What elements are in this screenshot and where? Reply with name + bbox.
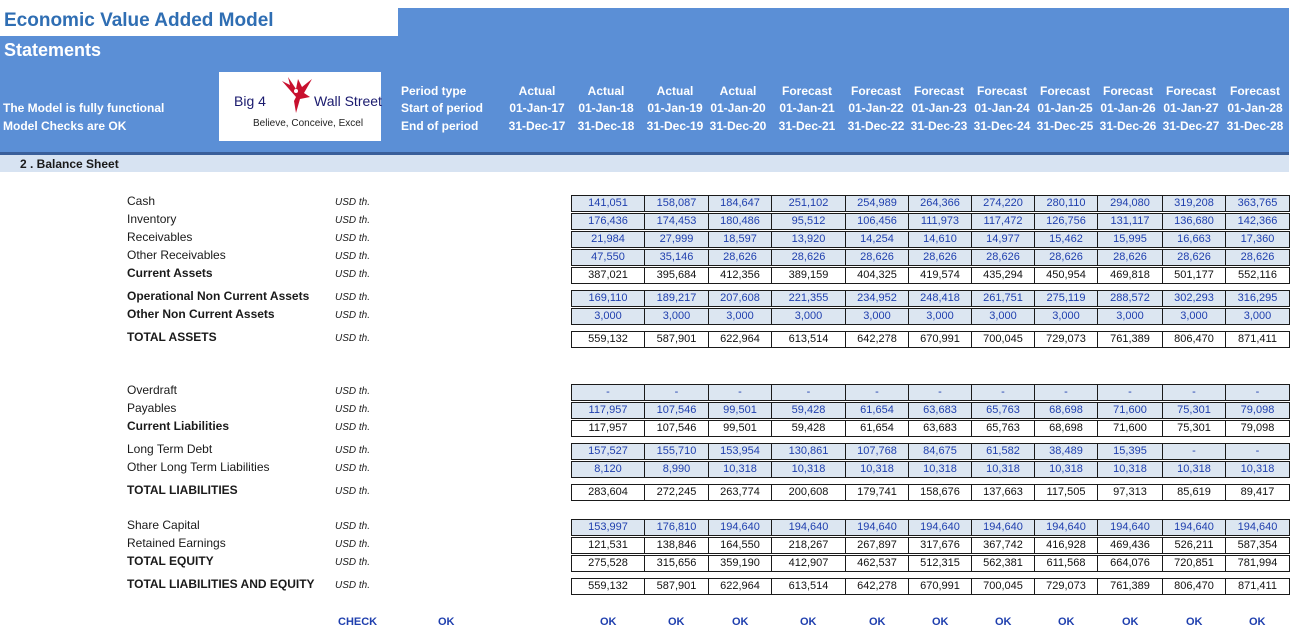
end-date-cell: 31-Dec-21 — [778, 119, 836, 133]
value-cell[interactable]: 61,582 — [971, 443, 1035, 460]
value-cell: 587,901 — [644, 331, 709, 348]
value-cell[interactable]: 28,626 — [708, 249, 772, 266]
unit-label: USD th. — [335, 580, 371, 591]
row-label: Long Term Debt — [127, 442, 213, 456]
value-cell[interactable]: 3,000 — [644, 308, 709, 325]
value-cell: 587,354 — [1225, 537, 1290, 554]
value-cell[interactable]: 106,456 — [845, 213, 909, 230]
value-cell: 75,301 — [1162, 420, 1226, 437]
value-cell[interactable]: 28,626 — [1034, 249, 1098, 266]
value-cell[interactable]: 28,626 — [971, 249, 1035, 266]
value-cell: 670,991 — [908, 331, 972, 348]
value-cell: 613,514 — [771, 331, 846, 348]
unit-label: USD th. — [335, 521, 371, 532]
value-cell: 389,159 — [771, 267, 846, 284]
value-cell: 613,514 — [771, 578, 846, 595]
value-cell: 871,411 — [1225, 331, 1290, 348]
value-cell[interactable]: 264,366 — [908, 195, 972, 212]
value-cell: 395,684 — [644, 267, 709, 284]
value-cell[interactable]: 28,626 — [845, 249, 909, 266]
value-cell[interactable]: 3,000 — [1162, 308, 1226, 325]
check-summary: OK — [438, 616, 455, 628]
value-cell[interactable]: 158,087 — [644, 195, 709, 212]
value-cell: 404,325 — [845, 267, 909, 284]
model-checks-text: Model Checks are OK — [3, 119, 127, 133]
value-cell[interactable]: 157,527 — [571, 443, 645, 460]
unit-label: USD th. — [335, 445, 371, 456]
unit-label: USD th. — [335, 557, 371, 568]
start-date-cell: 01-Jan-21 — [779, 101, 835, 115]
value-cell[interactable]: 194,640 — [1097, 519, 1163, 536]
row-label: Share Capital — [127, 518, 200, 532]
value-cell[interactable]: 234,952 — [845, 290, 909, 307]
value-cell[interactable]: 194,640 — [1162, 519, 1226, 536]
value-cell: 761,389 — [1097, 331, 1163, 348]
unit-label: USD th. — [335, 233, 371, 244]
value-cell[interactable]: 84,675 — [908, 443, 972, 460]
value-cell: 107,546 — [644, 420, 709, 437]
value-cell[interactable]: 3,000 — [1097, 308, 1163, 325]
value-cell: 263,774 — [708, 484, 772, 501]
value-cell: 416,928 — [1034, 537, 1098, 554]
value-cell[interactable]: - — [1162, 443, 1226, 460]
value-cell[interactable]: 194,640 — [1034, 519, 1098, 536]
value-cell[interactable]: - — [708, 384, 772, 401]
value-cell[interactable]: 47,550 — [571, 249, 645, 266]
value-cell: 700,045 — [971, 331, 1035, 348]
value-cell[interactable]: 13,920 — [771, 231, 846, 248]
check-ok-cell: OK — [1249, 616, 1266, 628]
value-cell: 65,763 — [971, 420, 1035, 437]
period-type-cell: Forecast — [1102, 84, 1154, 98]
value-cell[interactable]: 59,428 — [771, 402, 846, 419]
value-cell: 315,656 — [644, 555, 709, 572]
value-cell[interactable]: 14,977 — [971, 231, 1035, 248]
page-title: Economic Value Added Model — [4, 10, 274, 31]
row-label: Current Assets — [127, 266, 213, 280]
value-cell[interactable]: 288,572 — [1097, 290, 1163, 307]
value-cell: 562,381 — [971, 555, 1035, 572]
value-cell[interactable]: 189,217 — [644, 290, 709, 307]
value-cell: 158,676 — [908, 484, 972, 501]
value-cell[interactable]: 28,626 — [1162, 249, 1226, 266]
value-cell: 138,846 — [644, 537, 709, 554]
value-cell: 419,574 — [908, 267, 972, 284]
value-cell[interactable]: 194,640 — [908, 519, 972, 536]
value-cell[interactable]: 221,355 — [771, 290, 846, 307]
start-date-cell: 01-Jan-18 — [578, 101, 634, 115]
row-label: Other Receivables — [127, 248, 226, 262]
value-cell: 412,907 — [771, 555, 846, 572]
end-of-period-label: End of period — [401, 119, 479, 133]
value-cell[interactable]: 126,756 — [1034, 213, 1098, 230]
value-cell[interactable]: 18,597 — [708, 231, 772, 248]
value-cell: 761,389 — [1097, 578, 1163, 595]
value-cell[interactable]: 3,000 — [708, 308, 772, 325]
value-cell[interactable]: 180,486 — [708, 213, 772, 230]
value-cell[interactable]: 107,546 — [644, 402, 709, 419]
end-date-cell: 31-Dec-25 — [1036, 119, 1094, 133]
unit-label: USD th. — [335, 215, 371, 226]
check-ok-cell: OK — [1186, 616, 1203, 628]
value-cell: 781,994 — [1225, 555, 1290, 572]
value-cell: 200,608 — [771, 484, 846, 501]
end-date-cell: 31-Dec-28 — [1226, 119, 1284, 133]
end-date-cell: 31-Dec-17 — [508, 119, 566, 133]
value-cell[interactable]: 10,318 — [708, 461, 772, 478]
value-cell[interactable]: 3,000 — [971, 308, 1035, 325]
end-date-cell: 31-Dec-23 — [910, 119, 968, 133]
start-date-cell: 01-Jan-17 — [509, 101, 565, 115]
value-cell[interactable]: 35,146 — [644, 249, 709, 266]
period-type-cell: Forecast — [976, 84, 1028, 98]
value-cell[interactable]: 142,366 — [1225, 213, 1290, 230]
value-cell: 275,528 — [571, 555, 645, 572]
value-cell: 79,098 — [1225, 420, 1290, 437]
period-type-cell: Actual — [719, 84, 757, 98]
end-date-cell: 31-Dec-24 — [973, 119, 1031, 133]
value-cell[interactable]: 63,683 — [908, 402, 972, 419]
value-cell: 720,851 — [1162, 555, 1226, 572]
value-cell: 559,132 — [571, 578, 645, 595]
value-cell[interactable]: 194,640 — [771, 519, 846, 536]
value-cell: 117,505 — [1034, 484, 1098, 501]
row-label: Receivables — [127, 230, 193, 244]
end-date-cell: 31-Dec-27 — [1162, 119, 1220, 133]
value-cell[interactable]: 16,663 — [1162, 231, 1226, 248]
unit-label: USD th. — [335, 251, 371, 262]
value-cell: 99,501 — [708, 420, 772, 437]
value-cell: 871,411 — [1225, 578, 1290, 595]
row-label: Operational Non Current Assets — [127, 289, 310, 303]
period-type-cell: Forecast — [781, 84, 833, 98]
value-cell: 642,278 — [845, 578, 909, 595]
value-cell[interactable]: 3,000 — [771, 308, 846, 325]
value-cell[interactable]: 131,117 — [1097, 213, 1163, 230]
value-cell: 121,531 — [571, 537, 645, 554]
value-cell: 218,267 — [771, 537, 846, 554]
value-cell: 729,073 — [1034, 578, 1098, 595]
value-cell: 587,901 — [644, 578, 709, 595]
unit-label: USD th. — [335, 310, 371, 321]
end-date-cell: 31-Dec-22 — [847, 119, 905, 133]
value-cell[interactable]: 28,626 — [771, 249, 846, 266]
value-cell[interactable]: 194,640 — [971, 519, 1035, 536]
value-cell[interactable]: 10,318 — [1162, 461, 1226, 478]
unit-label: USD th. — [335, 197, 371, 208]
check-ok-cell: OK — [1122, 616, 1139, 628]
value-cell: 164,550 — [708, 537, 772, 554]
value-cell[interactable]: 3,000 — [1225, 308, 1290, 325]
value-cell: 512,315 — [908, 555, 972, 572]
value-cell: 68,698 — [1034, 420, 1098, 437]
row-label: Inventory — [127, 212, 177, 226]
value-cell[interactable]: 10,318 — [845, 461, 909, 478]
value-cell[interactable]: 176,810 — [644, 519, 709, 536]
value-cell: 622,964 — [708, 331, 772, 348]
check-ok-cell: OK — [800, 616, 817, 628]
value-cell[interactable]: 15,462 — [1034, 231, 1098, 248]
value-cell[interactable]: 117,472 — [971, 213, 1035, 230]
value-cell: 59,428 — [771, 420, 846, 437]
section-bar — [0, 155, 1289, 172]
value-cell[interactable]: 117,957 — [571, 402, 645, 419]
sheet-subtitle: Statements — [4, 40, 102, 60]
value-cell[interactable]: 107,768 — [845, 443, 909, 460]
period-type-cell: Actual — [518, 84, 556, 98]
start-date-cell: 01-Jan-26 — [1100, 101, 1156, 115]
value-cell: 450,954 — [1034, 267, 1098, 284]
value-cell: 552,116 — [1225, 267, 1290, 284]
value-cell[interactable]: 38,489 — [1034, 443, 1098, 460]
period-type-label: Period type — [401, 84, 467, 98]
value-cell[interactable]: 10,318 — [1225, 461, 1290, 478]
value-cell: 359,190 — [708, 555, 772, 572]
value-cell[interactable]: 169,110 — [571, 290, 645, 307]
end-date-cell: 31-Dec-19 — [646, 119, 704, 133]
check-ok-cell: OK — [869, 616, 886, 628]
value-cell[interactable]: 3,000 — [908, 308, 972, 325]
start-date-cell: 01-Jan-19 — [647, 101, 703, 115]
row-label: TOTAL LIABILITIES — [127, 483, 238, 497]
value-cell: 71,600 — [1097, 420, 1163, 437]
unit-label: USD th. — [335, 333, 371, 344]
value-cell: 642,278 — [845, 331, 909, 348]
value-cell[interactable]: 251,102 — [771, 195, 846, 212]
value-cell: 622,964 — [708, 578, 772, 595]
value-cell[interactable]: 8,990 — [644, 461, 709, 478]
value-cell[interactable]: 21,984 — [571, 231, 645, 248]
row-label: TOTAL ASSETS — [127, 330, 217, 344]
value-cell: 117,957 — [571, 420, 645, 437]
value-cell[interactable]: - — [908, 384, 972, 401]
value-cell[interactable]: 95,512 — [771, 213, 846, 230]
value-cell: 97,313 — [1097, 484, 1163, 501]
unit-label: USD th. — [335, 269, 371, 280]
value-cell[interactable]: 111,973 — [908, 213, 972, 230]
end-date-cell: 31-Dec-26 — [1099, 119, 1157, 133]
value-cell: 317,676 — [908, 537, 972, 554]
value-cell[interactable]: - — [571, 384, 645, 401]
value-cell[interactable]: 28,626 — [908, 249, 972, 266]
check-ok-cell: OK — [668, 616, 685, 628]
start-date-cell: 01-Jan-20 — [710, 101, 766, 115]
value-cell[interactable]: 14,610 — [908, 231, 972, 248]
value-cell[interactable]: - — [1034, 384, 1098, 401]
value-cell[interactable]: - — [644, 384, 709, 401]
value-cell: 664,076 — [1097, 555, 1163, 572]
value-cell[interactable]: 10,318 — [1034, 461, 1098, 478]
unit-label: USD th. — [335, 486, 371, 497]
period-type-cell: Forecast — [1229, 84, 1281, 98]
eagle-icon — [276, 75, 316, 115]
company-logo — [219, 72, 381, 141]
value-cell[interactable]: 3,000 — [571, 308, 645, 325]
value-cell: 611,568 — [1034, 555, 1098, 572]
start-date-cell: 01-Jan-25 — [1037, 101, 1093, 115]
value-cell[interactable]: 130,861 — [771, 443, 846, 460]
value-cell[interactable]: 28,626 — [1097, 249, 1163, 266]
start-date-cell: 01-Jan-23 — [911, 101, 967, 115]
period-type-cell: Forecast — [1165, 84, 1217, 98]
value-cell: 729,073 — [1034, 331, 1098, 348]
value-cell[interactable]: 65,763 — [971, 402, 1035, 419]
value-cell[interactable]: 61,654 — [845, 402, 909, 419]
value-cell[interactable]: 363,765 — [1225, 195, 1290, 212]
value-cell[interactable]: 28,626 — [1225, 249, 1290, 266]
check-ok-cell: OK — [732, 616, 749, 628]
period-type-cell: Actual — [587, 84, 625, 98]
value-cell: 137,663 — [971, 484, 1035, 501]
value-cell: 462,537 — [845, 555, 909, 572]
value-cell[interactable]: 79,098 — [1225, 402, 1290, 419]
value-cell[interactable]: 3,000 — [845, 308, 909, 325]
value-cell: 283,604 — [571, 484, 645, 501]
value-cell[interactable]: - — [1162, 384, 1226, 401]
value-cell: 806,470 — [1162, 331, 1226, 348]
value-cell[interactable]: - — [771, 384, 846, 401]
value-cell[interactable]: - — [845, 384, 909, 401]
period-type-cell: Actual — [656, 84, 694, 98]
value-cell[interactable]: 17,360 — [1225, 231, 1290, 248]
unit-label: USD th. — [335, 404, 371, 415]
value-cell[interactable]: 153,954 — [708, 443, 772, 460]
value-cell: 89,417 — [1225, 484, 1290, 501]
row-label: Overdraft — [127, 383, 178, 397]
value-cell[interactable]: 176,436 — [571, 213, 645, 230]
value-cell[interactable]: - — [971, 384, 1035, 401]
value-cell: 670,991 — [908, 578, 972, 595]
value-cell: 412,356 — [708, 267, 772, 284]
value-cell: 179,741 — [845, 484, 909, 501]
row-label: Other Long Term Liabilities — [127, 460, 270, 474]
value-cell[interactable]: 8,120 — [571, 461, 645, 478]
value-cell[interactable]: 10,318 — [1097, 461, 1163, 478]
value-cell[interactable]: 294,080 — [1097, 195, 1163, 212]
end-date-cell: 31-Dec-18 — [577, 119, 635, 133]
value-cell[interactable]: 75,301 — [1162, 402, 1226, 419]
row-label: TOTAL EQUITY — [127, 554, 214, 568]
value-cell: 700,045 — [971, 578, 1035, 595]
value-cell[interactable]: 184,647 — [708, 195, 772, 212]
value-cell: 387,021 — [571, 267, 645, 284]
value-cell[interactable]: 141,051 — [571, 195, 645, 212]
value-cell[interactable]: 3,000 — [1034, 308, 1098, 325]
value-cell: 469,436 — [1097, 537, 1163, 554]
unit-label: USD th. — [335, 386, 371, 397]
value-cell[interactable]: 155,710 — [644, 443, 709, 460]
value-cell[interactable]: 99,501 — [708, 402, 772, 419]
logo-tagline: Believe, Conceive, Excel — [253, 118, 364, 129]
value-cell[interactable]: 15,395 — [1097, 443, 1163, 460]
period-type-cell: Forecast — [913, 84, 965, 98]
value-cell: 61,654 — [845, 420, 909, 437]
value-cell[interactable]: 254,989 — [845, 195, 909, 212]
value-cell[interactable]: 15,995 — [1097, 231, 1163, 248]
value-cell[interactable]: - — [1097, 384, 1163, 401]
value-cell[interactable]: 207,608 — [708, 290, 772, 307]
value-cell: 267,897 — [845, 537, 909, 554]
value-cell: 806,470 — [1162, 578, 1226, 595]
value-cell: 559,132 — [571, 331, 645, 348]
value-cell[interactable]: - — [1225, 443, 1290, 460]
check-ok-cell: OK — [932, 616, 949, 628]
value-cell: 272,245 — [644, 484, 709, 501]
value-cell[interactable]: 10,318 — [908, 461, 972, 478]
value-cell[interactable]: 10,318 — [771, 461, 846, 478]
value-cell[interactable]: 10,318 — [971, 461, 1035, 478]
section-title: 2 . Balance Sheet — [20, 157, 119, 171]
value-cell[interactable]: 136,680 — [1162, 213, 1226, 230]
value-cell[interactable]: 261,751 — [971, 290, 1035, 307]
value-cell[interactable]: 248,418 — [908, 290, 972, 307]
check-ok-cell: OK — [995, 616, 1012, 628]
start-date-cell: 01-Jan-28 — [1227, 101, 1283, 115]
check-label: CHECK — [338, 616, 378, 628]
end-date-cell: 31-Dec-20 — [709, 119, 767, 133]
check-ok-cell: OK — [600, 616, 617, 628]
value-cell: 85,619 — [1162, 484, 1226, 501]
value-cell[interactable]: - — [1225, 384, 1290, 401]
value-cell[interactable]: 194,640 — [708, 519, 772, 536]
value-cell: 501,177 — [1162, 267, 1226, 284]
row-label: Retained Earnings — [127, 536, 226, 550]
value-cell[interactable]: 274,220 — [971, 195, 1035, 212]
value-cell[interactable]: 319,208 — [1162, 195, 1226, 212]
value-cell[interactable]: 174,453 — [644, 213, 709, 230]
value-cell: 63,683 — [908, 420, 972, 437]
model-status-text: The Model is fully functional — [3, 101, 165, 115]
value-cell: 367,742 — [971, 537, 1035, 554]
value-cell[interactable]: 153,997 — [571, 519, 645, 536]
value-cell: 435,294 — [971, 267, 1035, 284]
value-cell[interactable]: 68,698 — [1034, 402, 1098, 419]
start-date-cell: 01-Jan-27 — [1163, 101, 1219, 115]
value-cell[interactable]: 194,640 — [845, 519, 909, 536]
value-cell[interactable]: 27,999 — [644, 231, 709, 248]
start-date-cell: 01-Jan-24 — [974, 101, 1030, 115]
unit-label: USD th. — [335, 422, 371, 433]
value-cell[interactable]: 14,254 — [845, 231, 909, 248]
start-of-period-label: Start of period — [401, 101, 484, 115]
unit-label: USD th. — [335, 539, 371, 550]
value-cell[interactable]: 302,293 — [1162, 290, 1226, 307]
value-cell: 469,818 — [1097, 267, 1163, 284]
unit-label: USD th. — [335, 463, 371, 474]
row-label: Payables — [127, 401, 177, 415]
check-ok-cell: OK — [1058, 616, 1075, 628]
row-label: TOTAL LIABILITIES AND EQUITY — [127, 577, 315, 591]
row-label: Current Liabilities — [127, 419, 230, 433]
value-cell[interactable]: 280,110 — [1034, 195, 1098, 212]
value-cell[interactable]: 275,119 — [1034, 290, 1098, 307]
unit-label: USD th. — [335, 292, 371, 303]
start-date-cell: 01-Jan-22 — [848, 101, 904, 115]
period-type-cell: Forecast — [1039, 84, 1091, 98]
logo-text-left: Big 4 — [234, 93, 266, 109]
row-label: Other Non Current Assets — [127, 307, 275, 321]
row-label: Cash — [127, 194, 156, 208]
value-cell[interactable]: 316,295 — [1225, 290, 1290, 307]
value-cell[interactable]: 71,600 — [1097, 402, 1163, 419]
value-cell[interactable]: 194,640 — [1225, 519, 1290, 536]
logo-text-right: Wall Street — [314, 93, 382, 109]
period-type-cell: Forecast — [850, 84, 902, 98]
value-cell: 526,211 — [1162, 537, 1226, 554]
